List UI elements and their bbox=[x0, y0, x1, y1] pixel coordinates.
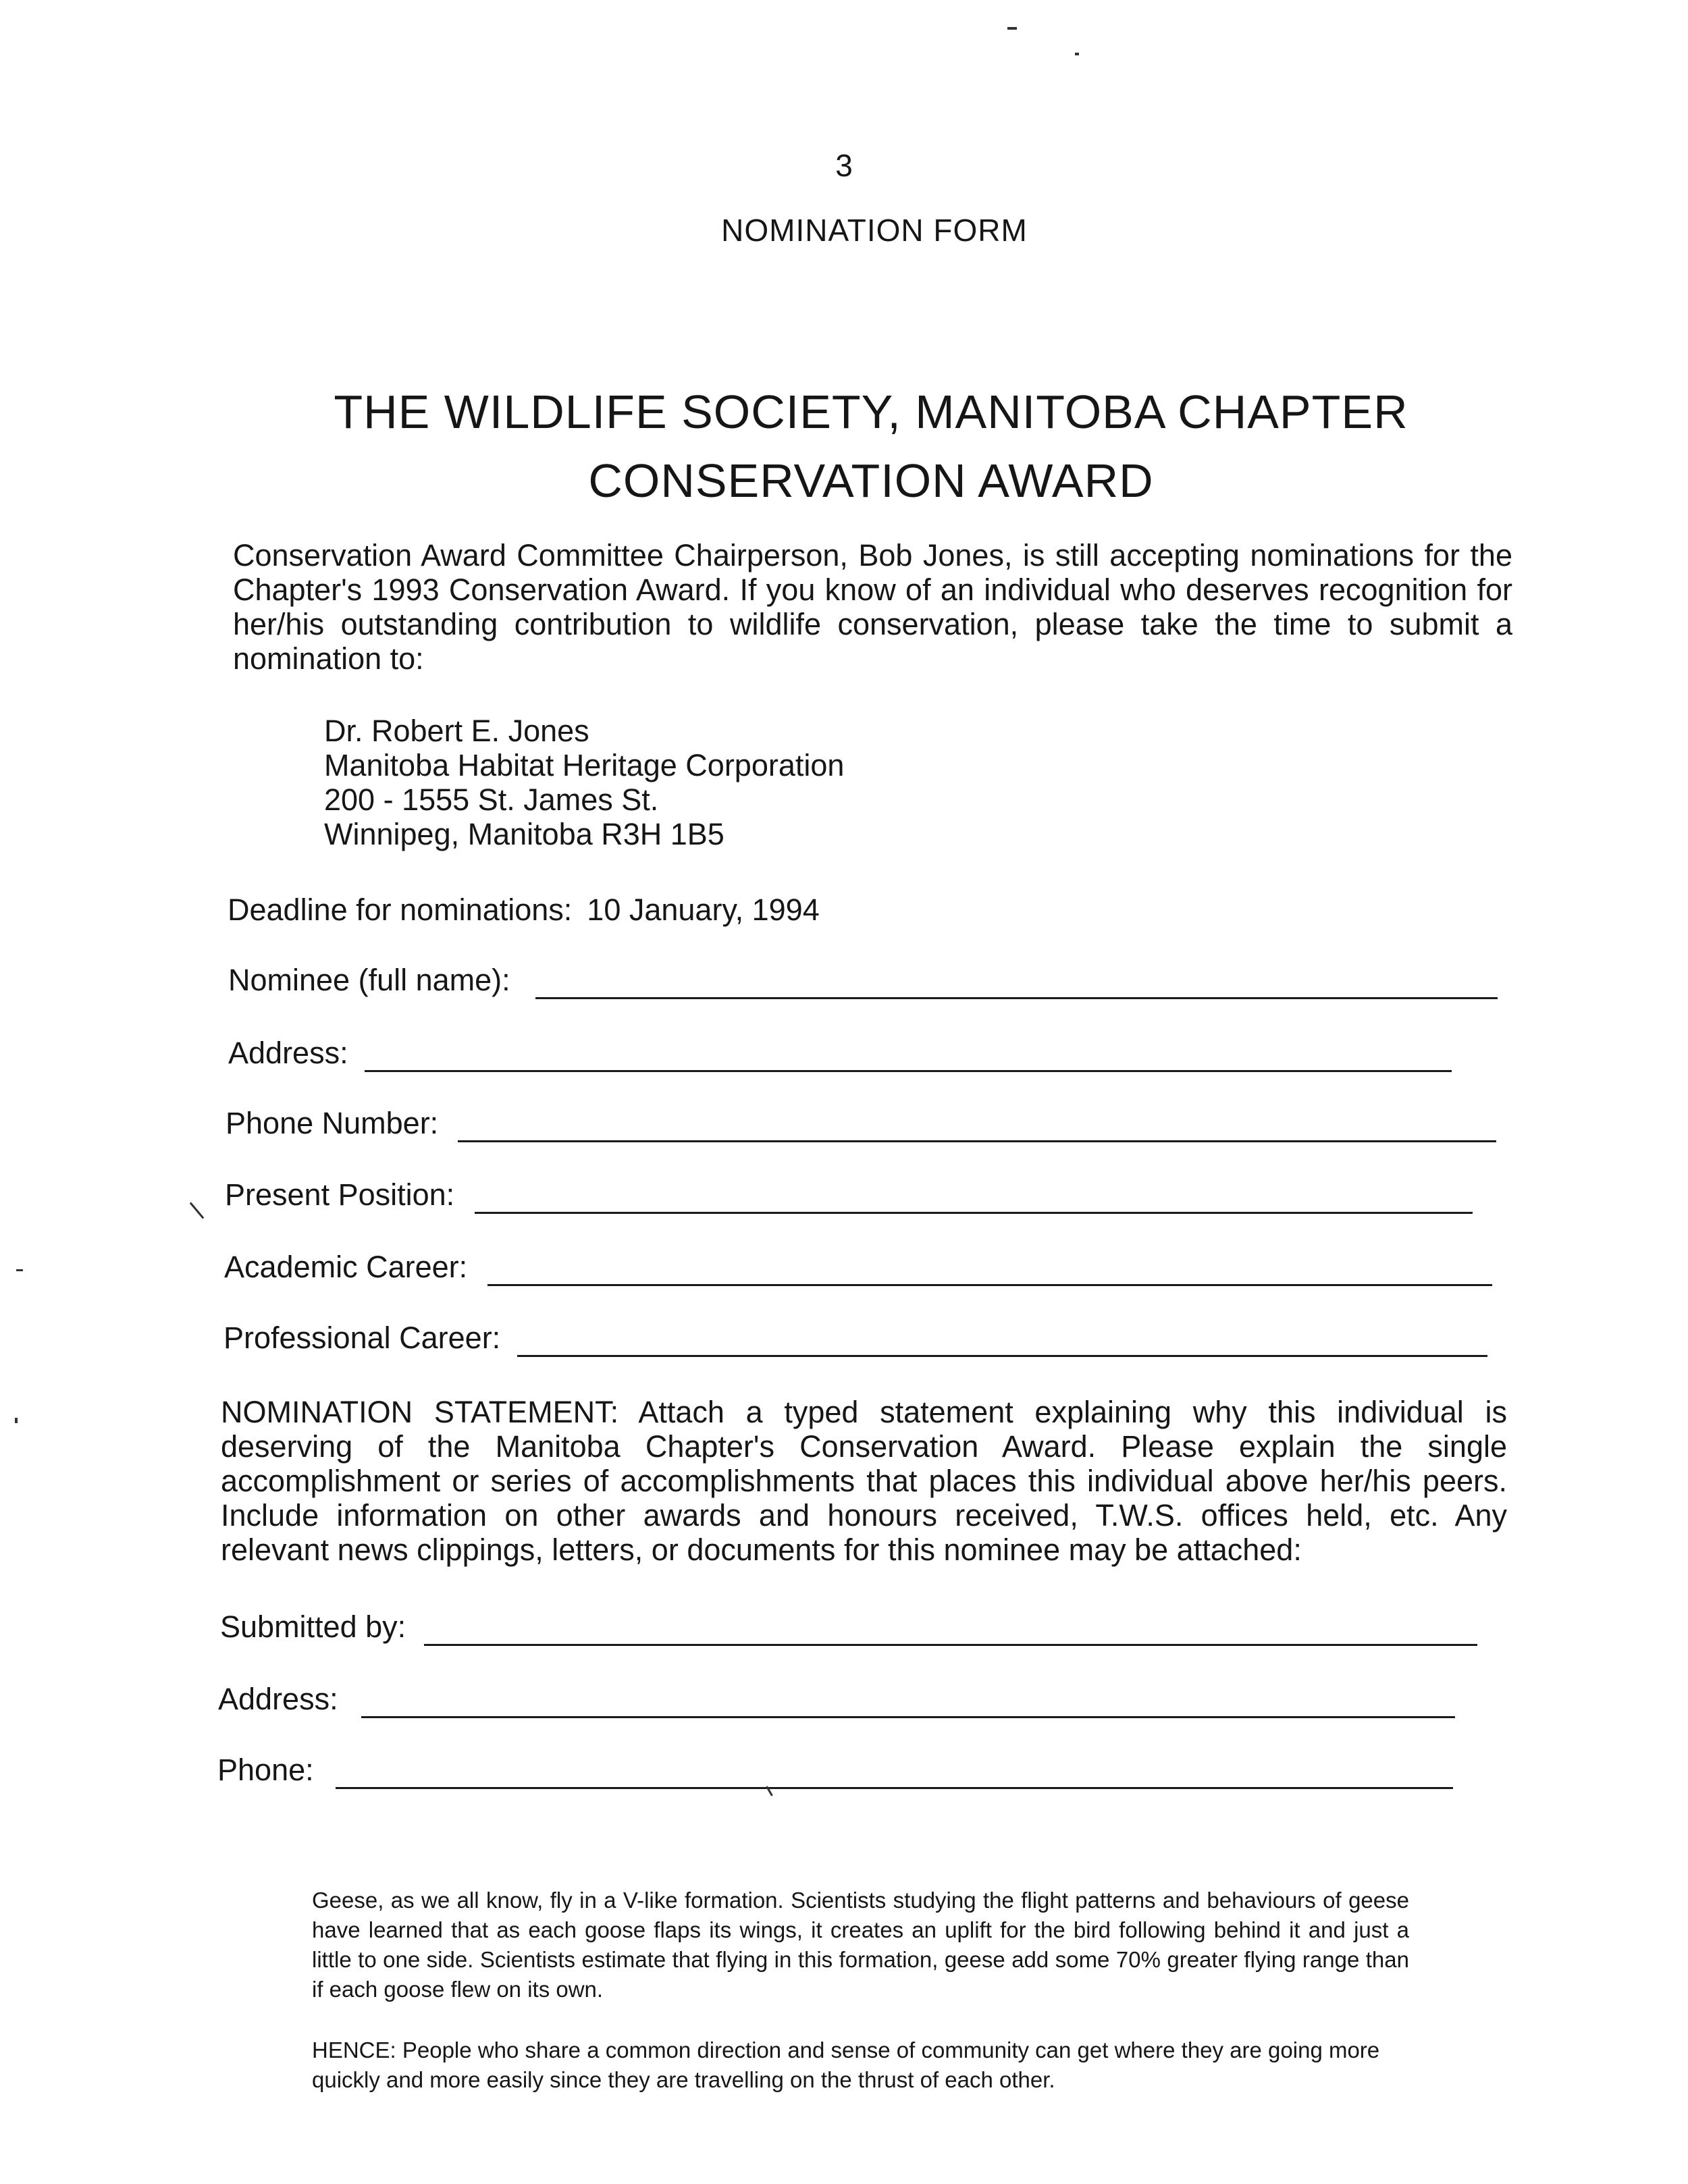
nominee-phone-field bbox=[226, 1102, 1502, 1142]
address-street: 200 - 1555 St. James St. bbox=[324, 782, 659, 817]
nominee-address-field bbox=[228, 1032, 1504, 1072]
scan-speck bbox=[16, 1269, 23, 1271]
nominee-name-label: Nominee (full name): bbox=[228, 963, 510, 997]
academic-career-line[interactable] bbox=[487, 1284, 1492, 1286]
scan-tick-mark bbox=[190, 1202, 205, 1219]
address-name: Dr. Robert E. Jones bbox=[324, 714, 589, 748]
nominee-phone-line[interactable] bbox=[458, 1140, 1496, 1142]
nominee-address-line[interactable] bbox=[365, 1070, 1452, 1072]
submitter-address-line[interactable] bbox=[361, 1716, 1455, 1718]
nominee-name-line[interactable] bbox=[535, 997, 1498, 999]
mailing-address bbox=[324, 714, 844, 851]
scan-speck bbox=[1075, 53, 1079, 55]
submitted-by-line[interactable] bbox=[424, 1644, 1477, 1646]
submitter-phone-label: Phone: bbox=[217, 1753, 314, 1787]
academic-career-field bbox=[224, 1246, 1500, 1286]
deadline bbox=[228, 893, 820, 928]
form-label: NOMINATION FORM bbox=[721, 213, 1028, 248]
academic-career-label: Academic Career: bbox=[224, 1250, 468, 1284]
submitter-phone-line[interactable] bbox=[336, 1787, 1453, 1789]
submitted-by-label: Submitted by: bbox=[220, 1609, 406, 1644]
scan-speck bbox=[1007, 27, 1017, 30]
intro-paragraph: Conservation Award Committee Chairperson, Bob Jones, is still accepting nominations for the Chapter's 1993 Conservation Award. If you know of an individual who deserves recognition for her/his outstanding contribution to wildlife conservation, please take the time to submit a nomination to: bbox=[233, 538, 1512, 676]
scan-speck bbox=[15, 1418, 18, 1423]
title-line-1: THE WILDLIFE SOCIETY, MANITOBA CHAPTER bbox=[334, 385, 1408, 438]
geese-note: Geese, as we all know, fly in a V-like formation. Scientists studying the flight patterns and behaviours of geese have learned that as each goose flaps its wings, it creates an uplift for the bird following behind it and just a little to one side. Scientists estimate that flying in this formation, geese add some 70% greater flying range than if each goose flew on its own. bbox=[312, 1888, 1409, 2002]
nomination-statement: NOMINATION STATEMENT: Attach a typed statement explaining why this individual is deserving of the Manitoba Chapter's Conservation Award. Please explain the single accomplishment or series of accomplishments that places this individual above her/his peers. Include information on other awards and honours received, T.W.S. offices held, etc. Any relevant news clippings, letters, or documents for this nominee may be attached: bbox=[221, 1395, 1507, 1567]
professional-career-field bbox=[223, 1316, 1500, 1357]
nominee-phone-label: Phone Number: bbox=[226, 1106, 439, 1140]
submitter-address-field bbox=[218, 1678, 1494, 1718]
title-line-2: CONSERVATION AWARD bbox=[588, 454, 1154, 507]
present-position-field bbox=[225, 1173, 1501, 1214]
present-position-label: Present Position: bbox=[225, 1177, 455, 1212]
submitter-address-label: Address: bbox=[218, 1682, 338, 1716]
address-city: Winnipeg, Manitoba R3H 1B5 bbox=[324, 817, 724, 851]
present-position-line[interactable] bbox=[475, 1212, 1473, 1214]
nominee-name-field bbox=[228, 959, 1504, 999]
submitter-phone-field bbox=[217, 1749, 1494, 1789]
submitted-by-field bbox=[220, 1605, 1496, 1646]
deadline-label: Deadline for nominations: bbox=[228, 893, 573, 927]
professional-career-line[interactable] bbox=[517, 1355, 1487, 1357]
nominee-address-label: Address: bbox=[228, 1036, 348, 1070]
hence-note: HENCE: People who share a common direction and sense of community can get where they are going more quickly and more easily since they are travelling on the thrust of each other. bbox=[312, 2037, 1380, 2092]
professional-career-label: Professional Career: bbox=[223, 1321, 501, 1355]
page-number: 3 bbox=[835, 148, 853, 183]
deadline-value: 10 January, 1994 bbox=[587, 893, 820, 927]
address-organization: Manitoba Habitat Heritage Corporation bbox=[324, 748, 845, 782]
